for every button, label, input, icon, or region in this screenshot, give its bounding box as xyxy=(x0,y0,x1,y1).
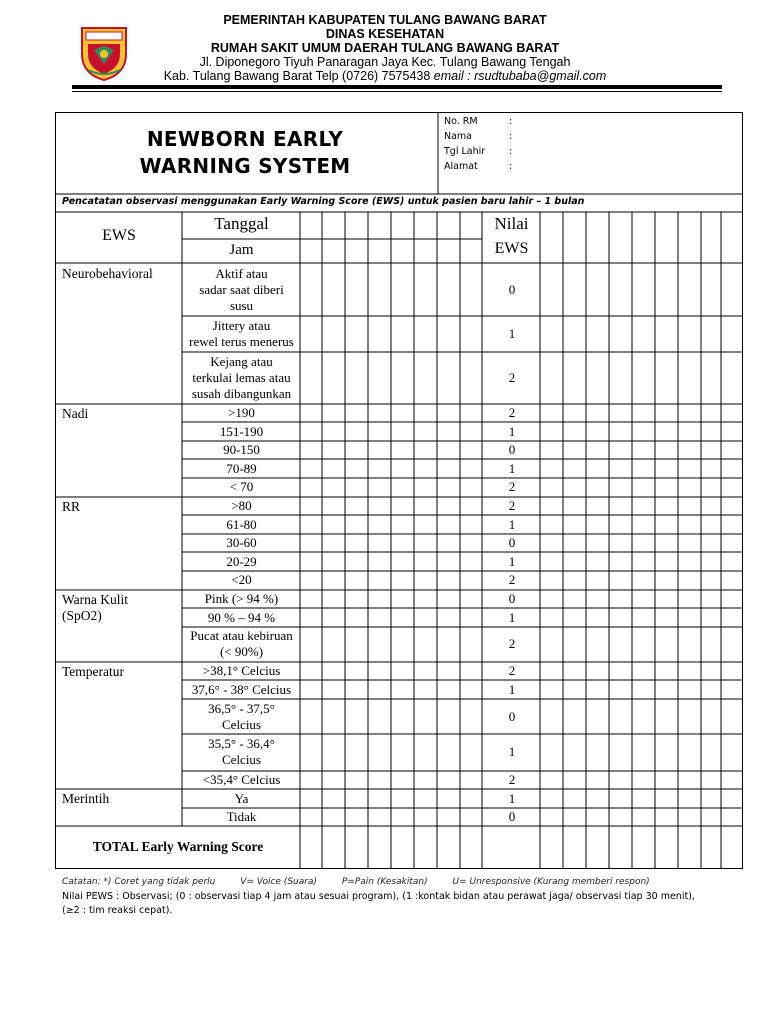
category-warna-kulit: Warna Kulit xyxy=(62,592,129,607)
header-email: email : rsudtubaba@gmail.com xyxy=(433,69,607,83)
parameter-cell: 90-150 xyxy=(223,442,260,457)
parameter-cell: >80 xyxy=(231,498,252,513)
footer-pain: P=Pain (Kesakitan) xyxy=(341,877,428,887)
score-cell: 1 xyxy=(508,744,516,759)
footer-legend xyxy=(62,877,650,887)
score-cell: 2 xyxy=(508,479,516,494)
score-cell: 0 xyxy=(508,591,516,606)
parameter-cell: Jittery atau rewel terus menerus xyxy=(189,318,294,349)
patient-field xyxy=(444,159,512,174)
parameter-cell: >190 xyxy=(228,405,255,420)
category-temperatur: Temperatur xyxy=(62,664,125,679)
total-score-label: TOTAL Early Warning Score xyxy=(92,839,264,854)
parameter-cell: 151-190 xyxy=(219,424,264,439)
parameter-cell: 35,5° - 36,4° Celcius xyxy=(208,736,275,767)
patient-field xyxy=(444,144,512,159)
tanggal-header: Tanggal xyxy=(214,214,269,233)
parameter-cell: Kejang atau terkulai lemas atau susah dibangunkan xyxy=(191,354,292,401)
patient-info xyxy=(444,114,512,174)
parameter-cell: < 70 xyxy=(229,479,254,494)
score-cell: 2 xyxy=(508,636,516,651)
header-department: DINAS KESEHATAN xyxy=(325,27,445,41)
parameter-cell: 36,5° - 37,5° Celcius xyxy=(208,701,275,732)
patient-field-sep: : xyxy=(509,146,513,157)
form-title xyxy=(60,126,430,180)
parameter-cell: <20 xyxy=(231,572,252,587)
parameter-cell: 20-29 xyxy=(226,554,257,569)
nilai-ews-header: EWS xyxy=(494,240,529,257)
patient-field-label: No. RM xyxy=(444,116,478,127)
parameter-cell: 30-60 xyxy=(226,535,257,550)
ews-header: EWS xyxy=(102,227,136,244)
score-cell: 2 xyxy=(508,572,516,587)
category-rr: RR xyxy=(62,499,81,514)
footer-unresponsive: U= Unresponsive (Kurang memberi respon) xyxy=(452,877,650,887)
category-spo2: (SpO2) xyxy=(62,608,102,623)
parameter-cell: 37,6° - 38° Celcius xyxy=(191,682,292,697)
parameter-cell: 70-89 xyxy=(226,461,257,476)
score-cell: 0 xyxy=(508,282,516,297)
patient-field-label: Alamat xyxy=(444,161,478,172)
parameter-cell: Pucat atau kebiruan (< 90%) xyxy=(190,628,293,659)
patient-field-label: Tgl Lahir xyxy=(444,146,486,157)
score-cell: 1 xyxy=(508,461,516,476)
footer-nilai-line2: (≥2 : tim reaksi cepat). xyxy=(62,905,173,916)
parameter-cell: Tidak xyxy=(226,809,257,824)
score-cell: 1 xyxy=(508,682,516,697)
score-cell: 2 xyxy=(508,498,516,513)
patient-field-sep: : xyxy=(509,116,513,127)
parameter-cell: Aktif atau sadar saat diberi susu xyxy=(199,266,284,313)
score-cell: 0 xyxy=(508,442,516,457)
parameter-cell: Ya xyxy=(234,791,249,806)
parameter-cell: <35,4° Celcius xyxy=(202,772,281,787)
score-cell: 1 xyxy=(508,554,516,569)
patient-field xyxy=(444,129,512,144)
score-cell: 2 xyxy=(508,663,516,678)
category-merintih: Merintih xyxy=(62,791,110,806)
patient-field-sep: : xyxy=(509,161,513,172)
header-phone: Kab. Tulang Bawang Barat Telp (0726) 7575438 xyxy=(163,69,434,83)
form-title-line2: WARNING SYSTEM xyxy=(139,154,351,178)
score-cell: 1 xyxy=(508,517,516,532)
observation-note: Pencatatan observasi menggunakan Early Warning Score (EWS) untuk pasien baru lahir – 1 bulan xyxy=(62,196,585,207)
patient-field-sep: : xyxy=(509,131,513,142)
header-address: Jl. Diponegoro Tiyuh Panaragan Jaya Kec. Tulang Bawang Tengah xyxy=(199,55,571,69)
score-cell: 1 xyxy=(508,791,516,806)
jam-header: Jam xyxy=(229,242,254,258)
score-cell: 0 xyxy=(508,535,516,550)
footer-catatan: Catatan: *) Coret yang tidak perlu xyxy=(62,877,216,887)
parameter-cell: 90 % – 94 % xyxy=(207,610,276,625)
patient-field-label: Nama xyxy=(444,131,473,142)
score-cell: 2 xyxy=(508,772,516,787)
parameter-cell: >38,1° Celcius xyxy=(202,663,281,678)
form-title-line1: NEWBORN EARLY xyxy=(146,127,344,151)
parameter-cell: 61-80 xyxy=(226,517,257,532)
patient-field xyxy=(444,114,512,129)
score-cell: 1 xyxy=(508,326,516,341)
header-government: PEMERINTAH KABUPATEN TULANG BAWANG BARAT xyxy=(223,13,547,27)
category-nadi: Nadi xyxy=(62,406,89,421)
footer-nilai-line1: Nilai PEWS : Observasi; (0 : observasi tiap 4 jam atau sesuai program), (1 :kontak bidan atau perawat jaga/ observasi tiap 30 menit), xyxy=(62,891,695,902)
category-neurobehavioral: Neurobehavioral xyxy=(62,266,153,281)
score-cell: 1 xyxy=(508,424,516,439)
score-cell: 2 xyxy=(508,370,516,385)
score-cell: 0 xyxy=(508,709,516,724)
footer-voice: V= Voice (Suara) xyxy=(240,877,317,887)
score-cell: 0 xyxy=(508,809,516,824)
score-cell: 2 xyxy=(508,405,516,420)
nilai-header: Nilai xyxy=(494,214,529,233)
header-hospital: RUMAH SAKIT UMUM DAERAH TULANG BAWANG BARAT xyxy=(210,41,560,55)
score-cell: 1 xyxy=(508,610,516,625)
parameter-cell: Pink (> 94 %) xyxy=(204,591,279,606)
